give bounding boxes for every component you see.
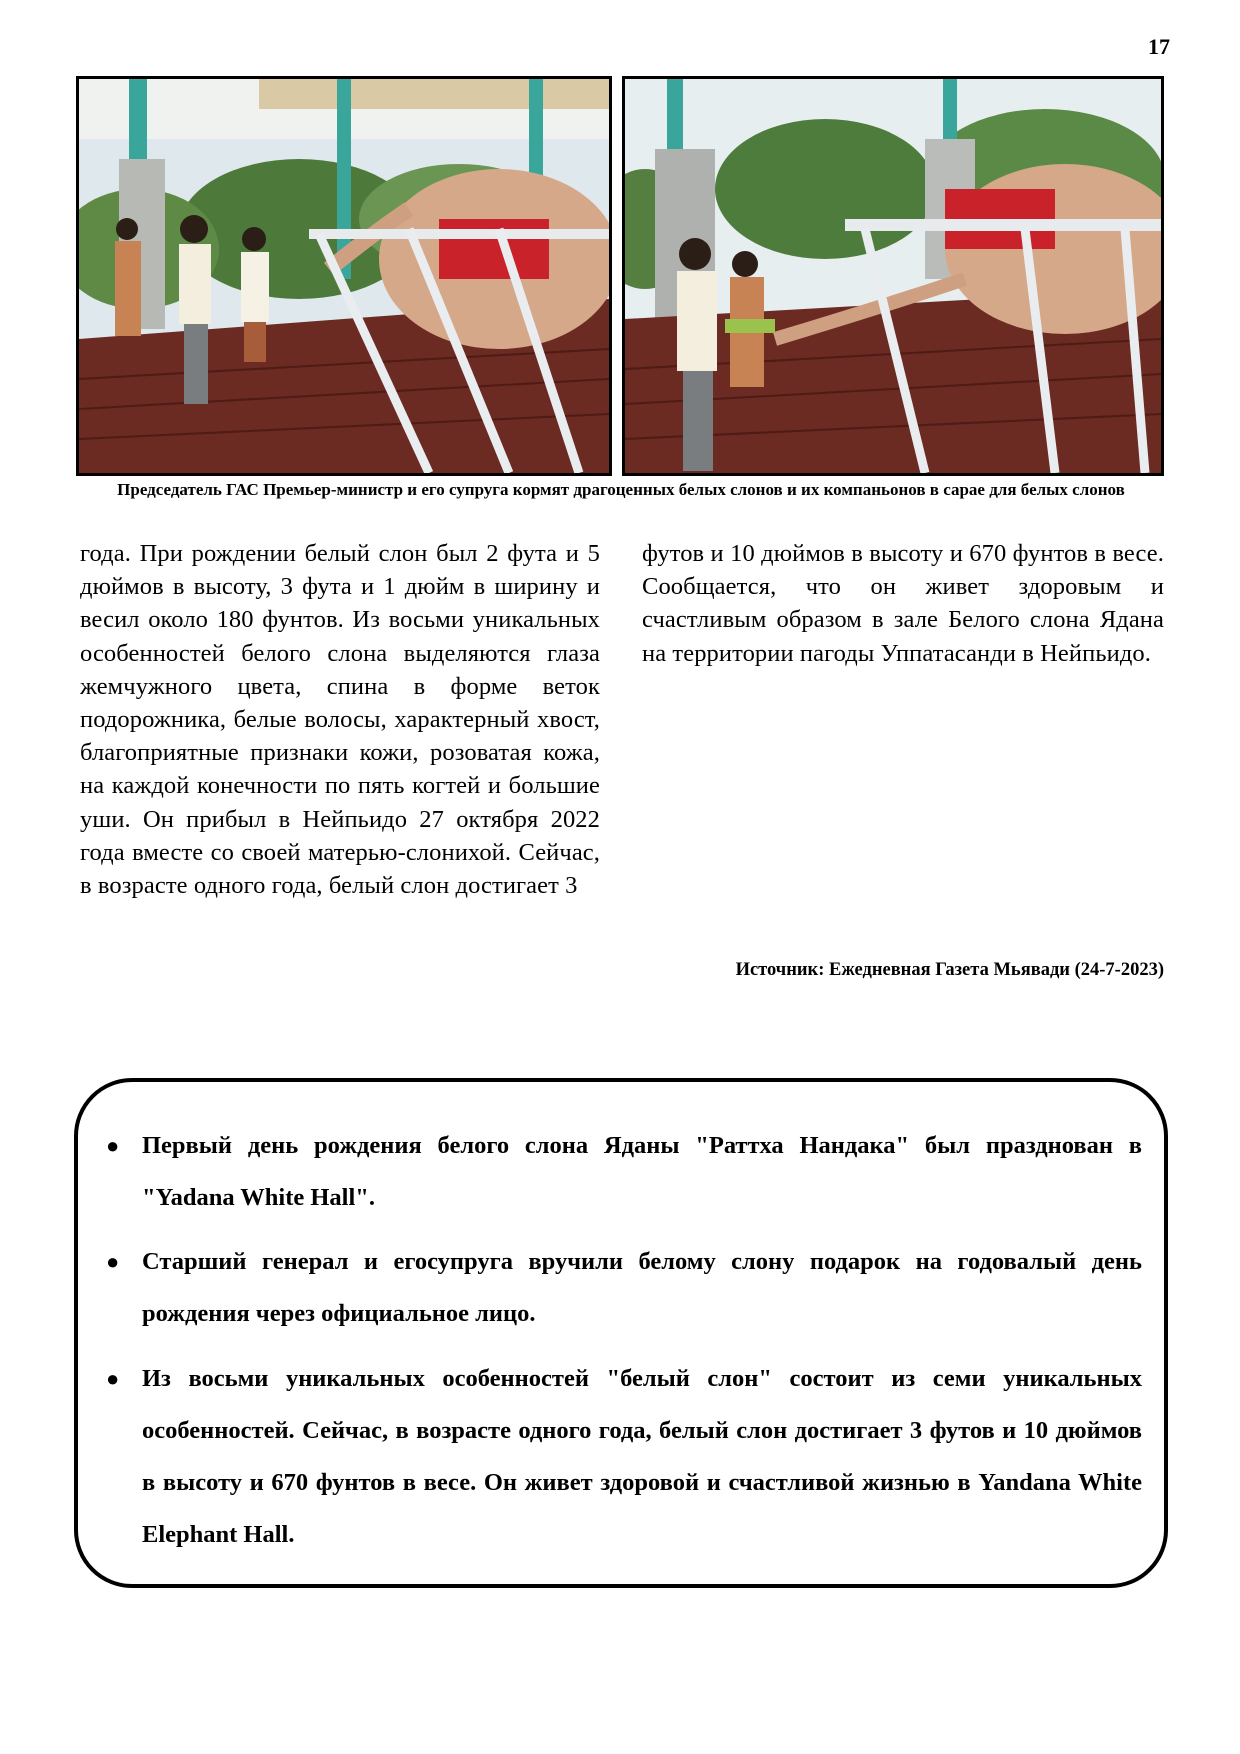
summary-item bbox=[106, 1236, 1142, 1340]
photo-illustration bbox=[79, 79, 609, 473]
photo-illustration bbox=[625, 79, 1161, 473]
summary-item-text: Первый день рождения белого слона Яданы "Раттха Нандака" был празднован в "Yadana White Hall". bbox=[142, 1132, 1142, 1211]
article-column-right: футов и 10 дюймов в высоту и 670 фунтов в весе. Сообщается, что он живет здоровым и счастливым образом в зале Белого слона Ядана на территории пагоды Уппатасанди в Нейпьидо. bbox=[642, 540, 1164, 667]
summary-item bbox=[106, 1353, 1142, 1561]
summary-item-text: Из восьми уникальных особенностей "белый слон" состоит из семи уникальных особенностей. Сейчас, в возрасте одного года, белый слон достигает 3 футов и 10 дюймов в высоту и 670 фунтов в весе. Он живет здоровой и счастливой жизнью в Yandana White Elephant Hall. bbox=[142, 1365, 1142, 1548]
source-citation: Источник: Ежедневная Газета Мьявади (24-7-2023) bbox=[735, 960, 1164, 980]
photo-feeding-elephant-right bbox=[622, 76, 1164, 476]
article-column-left: года. При рождении белый слон был 2 фута и 5 дюймов в высоту, 3 фута и 1 дюйм в ширину и весил около 180 фунтов. Из восьми уникальных особенностей белого слона выделяются глаза жемчужного цвета, спина в форме веток подорожника, белые волосы, характерный хвост, благоприятные признаки кожи, розоватая кожа, на каждой конечности по пять когтей и большие уши. Он прибыл в Нейпьидо 27 октября 2022 года вместе со своей матерью-слонихой. Сейчас, в возрасте одного года, белый слон достигает 3 bbox=[80, 540, 600, 900]
page-number: 17 bbox=[1148, 34, 1170, 59]
summary-item-text: Старший генерал и егосупруга вручили белому слону подарок на годовалый день рождения через официальное лицо. bbox=[142, 1248, 1142, 1327]
photo-feeding-elephant-left bbox=[76, 76, 612, 476]
bullet-icon: ● bbox=[106, 1133, 120, 1158]
summary-box bbox=[74, 1078, 1168, 1588]
bullet-icon: ● bbox=[106, 1366, 120, 1391]
summary-item bbox=[106, 1120, 1142, 1224]
photo-caption: Председатель ГАС Премьер-министр и его супруга кормят драгоценных белых слонов и их компаньонов в сарае для белых слонов bbox=[117, 480, 1125, 499]
bullet-icon: ● bbox=[106, 1249, 120, 1274]
